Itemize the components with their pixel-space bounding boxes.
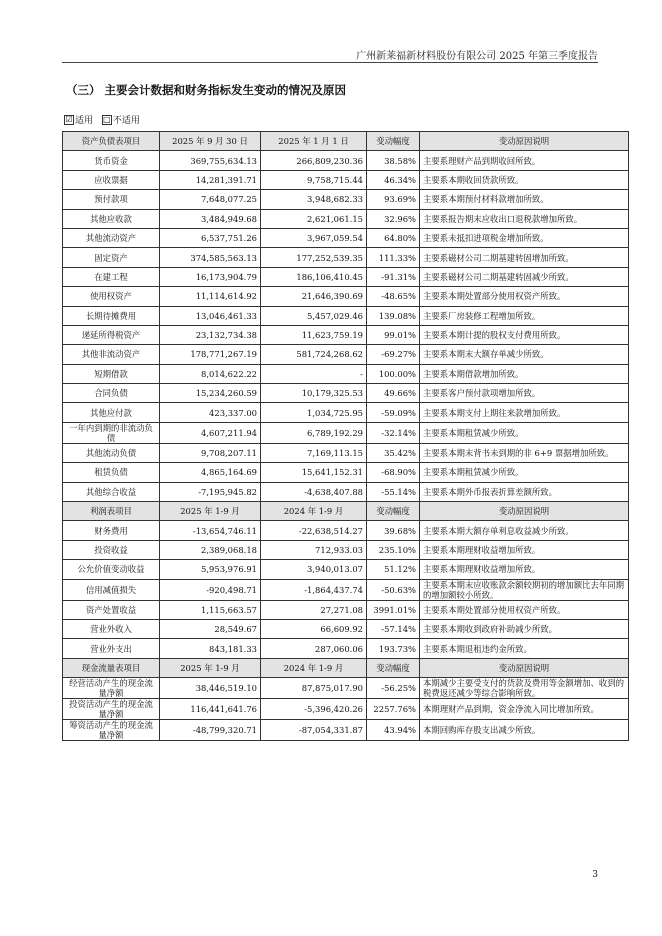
prior-value-cell: 266,809,230.36 [261, 151, 367, 170]
table-row [63, 422, 629, 443]
table-row [63, 325, 629, 344]
prior-value-cell: -4,638,407.88 [261, 482, 367, 501]
reason-cell: 主要系本期租赁减少所致。 [420, 463, 629, 482]
current-value-cell: -920,498.71 [160, 579, 261, 600]
prior-value-cell: 3,967,059.54 [261, 228, 367, 247]
change-rate-cell: 3991.01% [367, 600, 420, 619]
change-rate-cell: 93.69% [367, 190, 420, 209]
change-rate-cell: -56.25% [367, 678, 420, 699]
column-header: 2025 年 1-9 月 [160, 502, 261, 521]
item-name-cell: 经营活动产生的现金流量净额 [63, 678, 160, 699]
change-rate-cell: 64.80% [367, 228, 420, 247]
item-name-cell: 营业外支出 [63, 639, 160, 658]
prior-value-cell: 87,875,017.90 [261, 678, 367, 699]
current-value-cell: 11,114,614.92 [160, 287, 261, 306]
change-rate-cell: -69.27% [367, 345, 420, 364]
prior-value-cell: 10,179,325.53 [261, 384, 367, 403]
prior-value-cell: 186,106,410.45 [261, 267, 367, 286]
current-value-cell: 5,953,976.91 [160, 560, 261, 579]
change-rate-cell: 235.10% [367, 540, 420, 559]
current-value-cell: 4,865,164.69 [160, 463, 261, 482]
item-name-cell: 预付款项 [63, 190, 160, 209]
reason-cell: 主要系本期收到政府补助减少所致。 [420, 619, 629, 638]
prior-value-cell: 21,646,390.69 [261, 287, 367, 306]
item-name-cell: 其他综合收益 [63, 482, 160, 501]
table-row [63, 364, 629, 383]
section-title: （三） 主要会计数据和财务指标发生变动的情况及原因 [66, 83, 347, 97]
item-name-cell: 其他流动负债 [63, 443, 160, 462]
item-name-cell: 财务费用 [63, 521, 160, 540]
item-name-cell: 一年内到期的非流动负债 [63, 422, 160, 443]
current-value-cell: 13,046,461.33 [160, 306, 261, 325]
current-value-cell: 374,585,563.13 [160, 248, 261, 267]
page-number: 3 [592, 870, 598, 880]
reason-cell: 主要系本期预付材料款增加所致。 [420, 190, 629, 209]
prior-value-cell: 27,271.08 [261, 600, 367, 619]
table-row [63, 209, 629, 228]
column-header: 2024 年 1-9 月 [261, 502, 367, 521]
reason-cell: 主要系磁材公司二期基建转固增加所致。 [420, 248, 629, 267]
table-row [63, 345, 629, 364]
reason-cell: 主要系报告期末应收出口退税款增加所致。 [420, 209, 629, 228]
table-row [63, 384, 629, 403]
current-value-cell: 9,708,207.11 [160, 443, 261, 462]
prior-value-cell: 15,641,152.31 [261, 463, 367, 482]
change-rate-cell: 32.96% [367, 209, 420, 228]
item-name-cell: 营业外收入 [63, 619, 160, 638]
current-value-cell: -13,654,746.11 [160, 521, 261, 540]
reason-cell: 主要系本期末大额存单减少所致。 [420, 345, 629, 364]
prior-value-cell: 712,933.03 [261, 540, 367, 559]
item-name-cell: 资产处置收益 [63, 600, 160, 619]
reason-cell: 主要系本期末背书未到期的非 6+9 票据增加所致。 [420, 443, 629, 462]
reason-cell: 主要系客户预付款项增加所致。 [420, 384, 629, 403]
item-name-cell: 其他应收款 [63, 209, 160, 228]
change-rate-cell: 39.68% [367, 521, 420, 540]
table-row [63, 190, 629, 209]
reason-cell: 主要系理财产品到期收回所致。 [420, 151, 629, 170]
option-applicable-label: 适用 [75, 116, 94, 126]
reason-cell: 本期理财产品到期，资金净流入同比增加所致。 [420, 699, 629, 720]
reason-cell: 本期减少主要受支付的货款及费用等金额增加、收到的税费返还减少等综合影响所致。 [420, 678, 629, 699]
table-row [63, 443, 629, 462]
prior-value-cell: 581,724,268.62 [261, 345, 367, 364]
prior-value-cell: -5,396,420.26 [261, 699, 367, 720]
change-rate-cell: 2257.76% [367, 699, 420, 720]
prior-value-cell: 3,940,013.07 [261, 560, 367, 579]
header-divider [62, 62, 598, 63]
column-header: 2025 年 9 月 30 日 [160, 132, 261, 151]
current-value-cell: 423,337.00 [160, 403, 261, 422]
reason-cell: 主要系本期处置部分使用权资产所致。 [420, 287, 629, 306]
item-name-cell: 应收票据 [63, 170, 160, 189]
item-name-cell: 在建工程 [63, 267, 160, 286]
prior-value-cell: 2,621,061.15 [261, 209, 367, 228]
item-name-cell: 合同负债 [63, 384, 160, 403]
item-name-cell: 筹资活动产生的现金流量净额 [63, 720, 160, 741]
table-row [63, 482, 629, 501]
prior-value-cell: -87,054,331.87 [261, 720, 367, 741]
prior-value-cell: 177,252,539.35 [261, 248, 367, 267]
column-header: 变动幅度 [367, 502, 420, 521]
column-header: 变动原因说明 [420, 502, 629, 521]
table-row [63, 579, 629, 600]
table-row [63, 540, 629, 559]
column-header: 2025 年 1 月 1 日 [261, 132, 367, 151]
current-value-cell: 369,755,634.13 [160, 151, 261, 170]
item-name-cell: 货币资金 [63, 151, 160, 170]
current-value-cell: 2,389,068.18 [160, 540, 261, 559]
table-section-header [63, 132, 629, 151]
applicability-options [64, 113, 146, 126]
change-rate-cell: -68.90% [367, 463, 420, 482]
reason-cell: 主要系未抵扣进项税金增加所致。 [420, 228, 629, 247]
financial-changes-table [62, 131, 629, 741]
prior-value-cell: 66,609.92 [261, 619, 367, 638]
item-name-cell: 其他应付款 [63, 403, 160, 422]
current-value-cell: 23,132,734.38 [160, 325, 261, 344]
change-rate-cell: 139.08% [367, 306, 420, 325]
reason-cell: 主要系本期收回货款所致。 [420, 170, 629, 189]
reason-cell: 主要系本期外币报表折算差额所致。 [420, 482, 629, 501]
item-name-cell: 投资收益 [63, 540, 160, 559]
current-value-cell: 1,115,663.57 [160, 600, 261, 619]
table-row [63, 306, 629, 325]
option-not-applicable [102, 113, 140, 126]
table-row [63, 521, 629, 540]
item-name-cell: 租赁负债 [63, 463, 160, 482]
option-not-applicable-label: 不适用 [112, 116, 140, 126]
change-rate-cell: 193.73% [367, 639, 420, 658]
column-header: 变动幅度 [367, 132, 420, 151]
reason-cell: 主要系本期处置部分使用权资产所致。 [420, 600, 629, 619]
prior-value-cell: -1,864,437.74 [261, 579, 367, 600]
current-value-cell: 8,014,622.22 [160, 364, 261, 383]
change-rate-cell: -57.14% [367, 619, 420, 638]
item-name-cell: 信用减值损失 [63, 579, 160, 600]
table-row [63, 619, 629, 638]
change-rate-cell: -91.31% [367, 267, 420, 286]
option-applicable [64, 113, 93, 126]
item-name-cell: 长期待摊费用 [63, 306, 160, 325]
reason-cell: 主要系本期理财收益增加所致。 [420, 560, 629, 579]
current-value-cell: 16,173,904.79 [160, 267, 261, 286]
reason-cell: 主要系本期退租违约金所致。 [420, 639, 629, 658]
change-rate-cell: 43.94% [367, 720, 420, 741]
current-value-cell: 7,648,077.25 [160, 190, 261, 209]
item-name-cell: 其他流动资产 [63, 228, 160, 247]
change-rate-cell: -32.14% [367, 422, 420, 443]
change-rate-cell: 111.33% [367, 248, 420, 267]
current-value-cell: 38,446,519.10 [160, 678, 261, 699]
item-name-cell: 其他非流动资产 [63, 345, 160, 364]
unchecked-box-icon: □ [103, 114, 111, 124]
change-rate-cell: 100.00% [367, 364, 420, 383]
current-value-cell: 116,441,641.76 [160, 699, 261, 720]
reason-cell: 本期回购库存股支出减少所致。 [420, 720, 629, 741]
table-row [63, 463, 629, 482]
change-rate-cell: 46.34% [367, 170, 420, 189]
current-value-cell: -7,195,945.82 [160, 482, 261, 501]
table-row [63, 403, 629, 422]
table-row [63, 699, 629, 720]
change-rate-cell: 38.58% [367, 151, 420, 170]
report-header: 广州新莱福新材料股份有限公司 2025 年第三季度报告 [356, 51, 598, 62]
checked-box-icon: ☑ [65, 114, 73, 124]
column-header: 变动原因说明 [420, 132, 629, 151]
reason-cell: 主要系本期支付上期往来款增加所致。 [420, 403, 629, 422]
prior-value-cell: 1,034,725.95 [261, 403, 367, 422]
current-value-cell: 6,537,751.26 [160, 228, 261, 247]
current-value-cell: 15,234,260.59 [160, 384, 261, 403]
column-header: 利润表项目 [63, 502, 160, 521]
current-value-cell: 28,549.67 [160, 619, 261, 638]
prior-value-cell: 7,169,113.15 [261, 443, 367, 462]
change-rate-cell: -55.14% [367, 482, 420, 501]
table-row [63, 170, 629, 189]
column-header: 变动幅度 [367, 658, 420, 677]
prior-value-cell: - [261, 364, 367, 383]
current-value-cell: 14,281,391.71 [160, 170, 261, 189]
reason-cell: 主要系本期租赁减少所致。 [420, 422, 629, 443]
change-rate-cell: -48.65% [367, 287, 420, 306]
prior-value-cell: 3,948,682.33 [261, 190, 367, 209]
table-row [63, 600, 629, 619]
table-row [63, 639, 629, 658]
reason-cell: 主要系本期理财收益增加所致。 [420, 540, 629, 559]
table-row [63, 248, 629, 267]
current-value-cell: 843,181.33 [160, 639, 261, 658]
column-header: 变动原因说明 [420, 658, 629, 677]
column-header: 2025 年 1-9 月 [160, 658, 261, 677]
current-value-cell: 178,771,267.19 [160, 345, 261, 364]
change-rate-cell: -59.09% [367, 403, 420, 422]
prior-value-cell: -22,638,514.27 [261, 521, 367, 540]
prior-value-cell: 6,789,192.29 [261, 422, 367, 443]
table-row [63, 560, 629, 579]
table-row [63, 228, 629, 247]
prior-value-cell: 9,758,715.44 [261, 170, 367, 189]
change-rate-cell: 49.66% [367, 384, 420, 403]
table-section-header [63, 502, 629, 521]
item-name-cell: 递延所得税资产 [63, 325, 160, 344]
reason-cell: 主要系本期计提的股权支付费用所致。 [420, 325, 629, 344]
reason-cell: 主要系本期借款增加所致。 [420, 364, 629, 383]
prior-value-cell: 5,457,029.46 [261, 306, 367, 325]
change-rate-cell: 99.01% [367, 325, 420, 344]
current-value-cell: -48,799,320.71 [160, 720, 261, 741]
prior-value-cell: 11,623,759.19 [261, 325, 367, 344]
item-name-cell: 短期借款 [63, 364, 160, 383]
current-value-cell: 3,484,949.68 [160, 209, 261, 228]
reason-cell: 主要系本期大额存单利息收益减少所致。 [420, 521, 629, 540]
item-name-cell: 投资活动产生的现金流量净额 [63, 699, 160, 720]
prior-value-cell: 287,060.06 [261, 639, 367, 658]
item-name-cell: 使用权资产 [63, 287, 160, 306]
reason-cell: 主要系磁材公司二期基建转固减少所致。 [420, 267, 629, 286]
reason-cell: 主要系厂房装修工程增加所致。 [420, 306, 629, 325]
item-name-cell: 固定资产 [63, 248, 160, 267]
column-header: 2024 年 1-9 月 [261, 658, 367, 677]
change-rate-cell: 35.42% [367, 443, 420, 462]
table-row [63, 287, 629, 306]
column-header: 资产负债表项目 [63, 132, 160, 151]
reason-cell: 主要系本期末应收账款余额较期初的增加额比去年同期的增加额较小所致。 [420, 579, 629, 600]
column-header: 现金流量表项目 [63, 658, 160, 677]
table-row [63, 151, 629, 170]
item-name-cell: 公允价值变动收益 [63, 560, 160, 579]
table-row [63, 267, 629, 286]
table-section-header [63, 658, 629, 677]
current-value-cell: 4,607,211.94 [160, 422, 261, 443]
change-rate-cell: -50.63% [367, 579, 420, 600]
table-row [63, 678, 629, 699]
table-row [63, 720, 629, 741]
change-rate-cell: 51.12% [367, 560, 420, 579]
